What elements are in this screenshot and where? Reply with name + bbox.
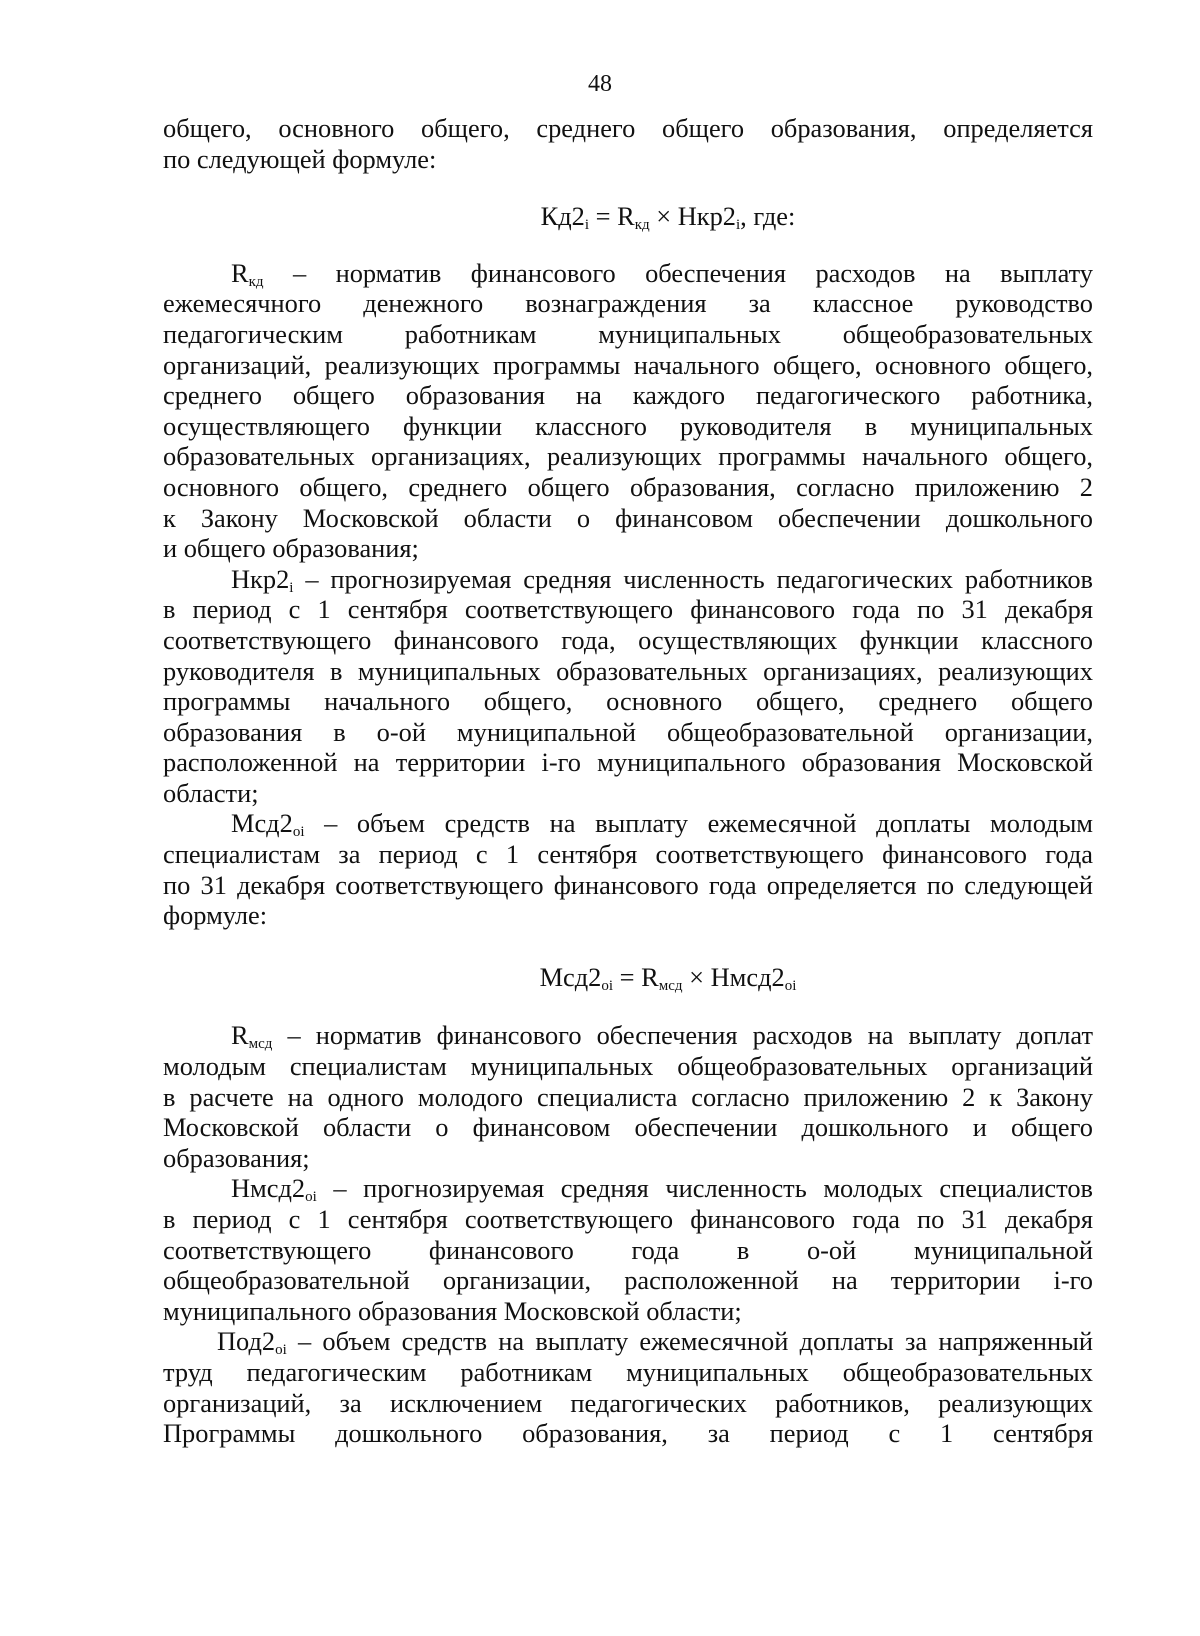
paragraph-line: в период с 1 сентября соответствующего финансового года по 31 декабря bbox=[163, 594, 1093, 625]
paragraph-line: соответствующего финансового года, осуществляющих функции классного bbox=[163, 624, 1093, 655]
paragraph-line: в расчете на одного молодого специалиста согласно приложению 2 к Закону bbox=[163, 1081, 1093, 1112]
document-body bbox=[163, 113, 1093, 1449]
paragraph-line: Программы дошкольного образования, за период с 1 сентября bbox=[163, 1418, 1093, 1449]
paragraph-line: ежемесячного денежного вознаграждения за классное руководство bbox=[163, 288, 1093, 319]
definition-nkr-first-line: $Нкр2_i$ – прогнозируемая средняя численность педагогических работников bbox=[231, 563, 1093, 596]
paragraph-line: организаций, за исключением педагогических работников, реализующих bbox=[163, 1387, 1093, 1418]
paragraph-line: специалистам за период с 1 сентября соответствующего финансового года bbox=[163, 839, 1093, 870]
paragraph-line: общеобразовательной организации, расположенной на территории i-го bbox=[163, 1265, 1093, 1296]
paragraph-line: и общего образования; bbox=[163, 533, 419, 564]
definition-pod-first-line: $Под2_{oi}$ – объем средств на выплату ежемесячной доплаты за напряженный bbox=[217, 1326, 1093, 1359]
paragraph-line: основного общего, среднего общего образования, согласно приложению 2 bbox=[163, 471, 1093, 502]
paragraph-line: формуле: bbox=[163, 900, 268, 931]
paragraph-line: организаций, реализующих программы начального общего, основного общего, bbox=[163, 349, 1093, 380]
paragraph-line: в период с 1 сентября соответствующего финансового года по 31 декабря bbox=[163, 1204, 1093, 1234]
paragraph-line: общего, основного общего, среднего общего образования, определяется bbox=[163, 113, 1093, 143]
definition-rkd-first-line: $R_{кд}$ – норматив финансового обеспечения расходов на выплату bbox=[231, 257, 1093, 290]
paragraph-line: Московской области о финансовом обеспечении дошкольного и общего bbox=[163, 1112, 1093, 1143]
paragraph-line: среднего общего образования на каждого педагогического работника, bbox=[163, 380, 1093, 411]
definition-nmsd-first-line: $Нмсд2_{oi}$ – прогнозируемая средняя численность молодых специалистов bbox=[231, 1173, 1093, 1206]
paragraph-line: соответствующего финансового года в о-ой муниципальной bbox=[163, 1234, 1093, 1265]
paragraph-line: образования; bbox=[163, 1142, 310, 1173]
paragraph-line: образования в о-ой муниципальной общеобразовательной организации, bbox=[163, 716, 1093, 747]
paragraph-line: программы начального общего, основного общего, среднего общего bbox=[163, 686, 1093, 717]
paragraph-line: по следующей формуле: bbox=[163, 143, 437, 174]
paragraph-line: к Закону Московской области о финансовом обеспечении дошкольного bbox=[163, 502, 1093, 533]
paragraph-line: муниципального образования Московской области; bbox=[163, 1295, 742, 1326]
paragraph-line: области; bbox=[163, 777, 259, 808]
paragraph-line: педагогическим работникам муниципальных общеобразовательных bbox=[163, 318, 1093, 349]
paragraph-line: молодым специалистам муниципальных общеобразовательных организаций bbox=[163, 1051, 1093, 1082]
formula-msd2: $Мсд2_{oi} = R_{мсд}$ × $Нмсд2_{oi}$ bbox=[539, 961, 797, 994]
paragraph-line: по 31 декабря соответствующего финансового года определяется по следующей bbox=[163, 869, 1093, 900]
paragraph-line: труд педагогическим работникам муниципальных общеобразовательных bbox=[163, 1356, 1093, 1387]
definition-msd-first-line: $Мсд2_{oi}$ – объем средств на выплату ежемесячной доплаты молодым bbox=[231, 808, 1093, 841]
paragraph-line: образовательных организациях, реализующих программы начального общего, bbox=[163, 441, 1093, 472]
page-number: 48 bbox=[588, 71, 612, 97]
definition-rmsd-first-line: $R_{мсд}$ – норматив финансового обеспечения расходов на выплату доплат bbox=[231, 1020, 1093, 1053]
paragraph-line: расположенной на территории i-го муниципального образования Московской bbox=[163, 747, 1093, 778]
paragraph-line: осуществляющего функции классного руководителя в муниципальных bbox=[163, 410, 1093, 441]
paragraph-line: руководителя в муниципальных образовательных организациях, реализующих bbox=[163, 655, 1093, 686]
formula-kd2: $Кд2_i = R_{кд} \times Нкр2_i$, где: bbox=[540, 201, 796, 234]
